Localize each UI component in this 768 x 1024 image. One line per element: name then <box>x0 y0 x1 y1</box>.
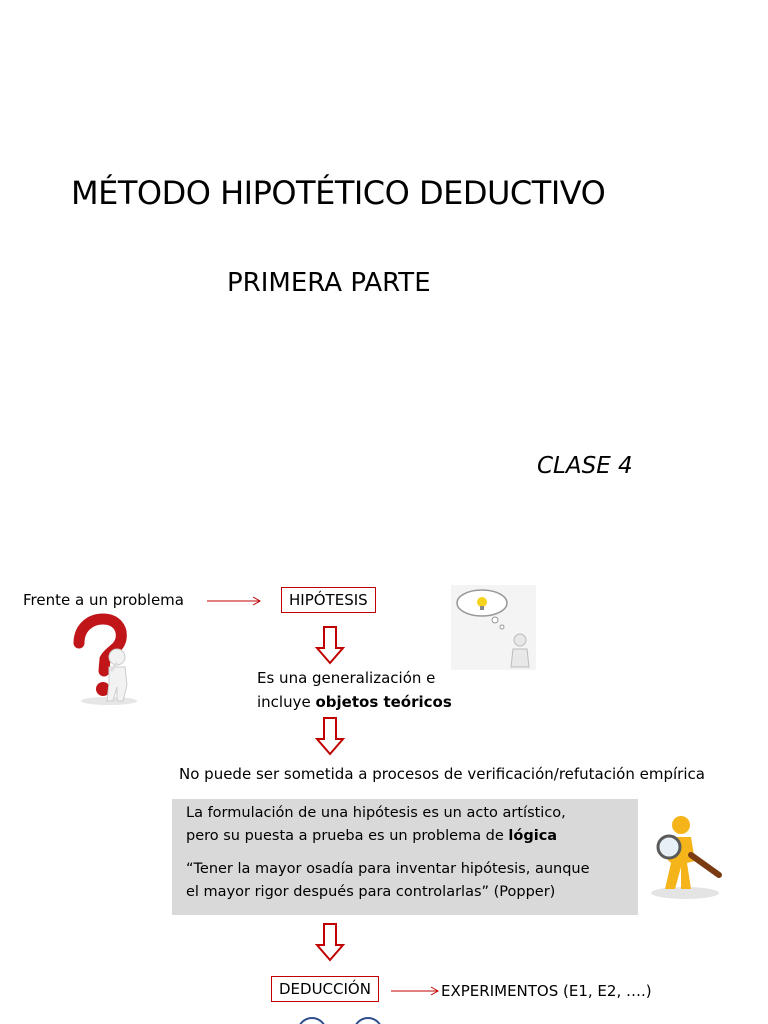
experiments-text: EXPERIMENTOS (E1, E2, ….) <box>441 982 652 1000</box>
right-arrow-icon <box>391 984 441 998</box>
hypothesis-box: HIPÓTESIS <box>281 587 376 613</box>
note-line1: La formulación de una hipótesis es un acto artístico, <box>186 805 566 821</box>
note-line2-prefix: pero su puesta a prueba es un problema de <box>186 828 509 844</box>
down-arrow-icon <box>316 923 344 961</box>
question-mark-figure-icon <box>57 613 149 708</box>
class-label: CLASE 4 <box>537 453 633 479</box>
magnifier-figure-icon <box>641 815 727 900</box>
generalization-line2-bold: objetos teóricos <box>315 693 452 711</box>
cut-off-circles-icon <box>296 1014 386 1024</box>
note-line2 <box>186 828 557 844</box>
deduction-box: DEDUCCIÓN <box>271 976 379 1002</box>
generalization-line2 <box>257 693 452 711</box>
note-line2-bold: lógica <box>508 828 558 844</box>
quote-line1: “Tener la mayor osadía para inventar hipótesis, aunque <box>186 861 590 877</box>
verification-text: No puede ser sometida a procesos de verificación/refutación empírica <box>179 765 705 783</box>
generalization-line2-prefix: incluye <box>257 693 316 711</box>
thinking-person-icon <box>451 585 536 670</box>
quote-line2: el mayor rigor después para controlarlas” (Popper) <box>186 884 556 900</box>
generalization-line1: Es una generalización e <box>257 669 436 687</box>
down-arrow-icon <box>316 626 344 664</box>
down-arrow-icon <box>316 717 344 755</box>
hypothesis-note-box <box>172 799 638 915</box>
page-title: MÉTODO HIPOTÉTICO DEDUCTIVO <box>71 174 606 212</box>
right-arrow-icon <box>207 594 263 608</box>
page-subtitle: PRIMERA PARTE <box>227 268 431 298</box>
problem-text: Frente a un problema <box>23 591 184 609</box>
